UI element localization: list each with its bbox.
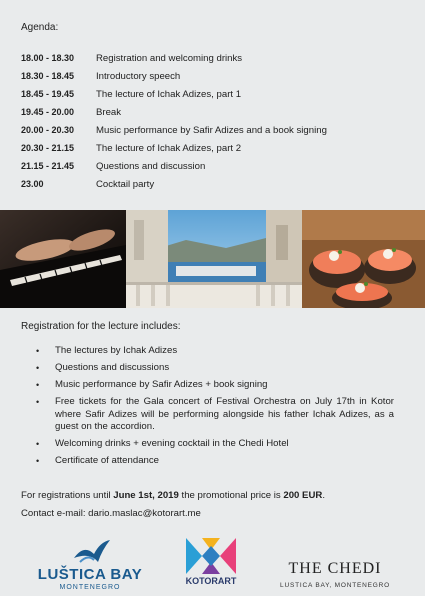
bird-icon bbox=[72, 536, 112, 566]
agenda-desc: Registration and welcoming drinks bbox=[96, 53, 243, 64]
agenda-section bbox=[0, 0, 425, 210]
agenda-row bbox=[21, 69, 180, 83]
agenda-row bbox=[21, 87, 241, 101]
the-chedi-logo: THE CHEDI LUSTICA BAY, MONTENEGRO bbox=[280, 560, 390, 589]
agenda-row bbox=[21, 141, 241, 155]
agenda-desc: Music performance by Safir Adizes and a book signing bbox=[96, 125, 327, 136]
agenda-row bbox=[21, 51, 242, 65]
agenda-time: 18.00 - 18.30 bbox=[21, 53, 75, 63]
agenda-desc: Cocktail party bbox=[96, 179, 155, 190]
list-item: • Free tickets for the Gala concert of Festival Orchestra on July 17th in Kotor where Safir Adizes will be performing alongside his father Ichak Adizes, as a guest on the accordion. bbox=[36, 396, 394, 432]
agenda-desc: Questions and discussion bbox=[96, 161, 206, 172]
list-item: • The lectures by Ichak Adizes bbox=[36, 345, 178, 356]
contact-email: Contact e-mail: dario.maslac@kotorart.me bbox=[21, 508, 201, 519]
list-item: • Questions and discussions bbox=[36, 362, 170, 373]
agenda-time: 19.45 - 20.00 bbox=[21, 107, 75, 117]
promo-text: For registrations until June 1st, 2019 the promotional price is 200 EUR. bbox=[21, 490, 325, 501]
list-item: • Music performance by Safir Adizes + book signing bbox=[36, 379, 268, 390]
agenda-desc: Break bbox=[96, 107, 122, 118]
agenda-desc: The lecture of Ichak Adizes, part 2 bbox=[96, 143, 242, 154]
bullet-icon: • bbox=[36, 346, 40, 356]
piano-photo bbox=[0, 210, 126, 308]
agenda-title: Agenda: bbox=[21, 22, 59, 33]
agenda-desc: The lecture of Ichak Adizes, part 1 bbox=[96, 89, 242, 100]
agenda-time: 18.30 - 18.45 bbox=[21, 71, 75, 81]
bullet-icon: • bbox=[36, 363, 40, 373]
agenda-row bbox=[21, 177, 154, 191]
agenda-row bbox=[21, 105, 121, 119]
agenda-time: 21.15 - 21.45 bbox=[21, 161, 75, 171]
agenda-time: 20.00 - 20.30 bbox=[21, 125, 75, 135]
promo-price: 200 EUR bbox=[283, 490, 323, 501]
logo-footer bbox=[0, 528, 425, 596]
agenda-row bbox=[21, 123, 327, 137]
registration-list bbox=[34, 345, 394, 472]
kotorart-logo: KOTORART bbox=[176, 536, 246, 591]
agenda-desc: Introductory speech bbox=[96, 71, 181, 82]
marina-photo bbox=[126, 210, 302, 308]
photo-strip bbox=[0, 210, 425, 308]
agenda-time: 18.45 - 19.45 bbox=[21, 89, 75, 99]
kotorart-mark-icon bbox=[186, 538, 236, 574]
bullet-icon: • bbox=[36, 439, 40, 449]
bullet-icon: • bbox=[36, 397, 40, 407]
list-item: • Certificate of attendance bbox=[36, 455, 159, 466]
promo-date: June 1st, 2019 bbox=[113, 490, 179, 501]
bullet-icon: • bbox=[36, 380, 40, 390]
bullet-icon: • bbox=[36, 456, 40, 466]
agenda-time: 23.00 bbox=[21, 179, 44, 189]
list-item: • Welcoming drinks + evening cocktail in the Chedi Hotel bbox=[36, 438, 289, 449]
canapes-photo bbox=[302, 210, 425, 308]
lustica-bay-logo: LUŠTICA BAY MONTENEGRO bbox=[30, 536, 150, 591]
agenda-time: 20.30 - 21.15 bbox=[21, 143, 75, 153]
agenda-row bbox=[21, 159, 205, 173]
registration-title: Registration for the lecture includes: bbox=[21, 321, 181, 332]
